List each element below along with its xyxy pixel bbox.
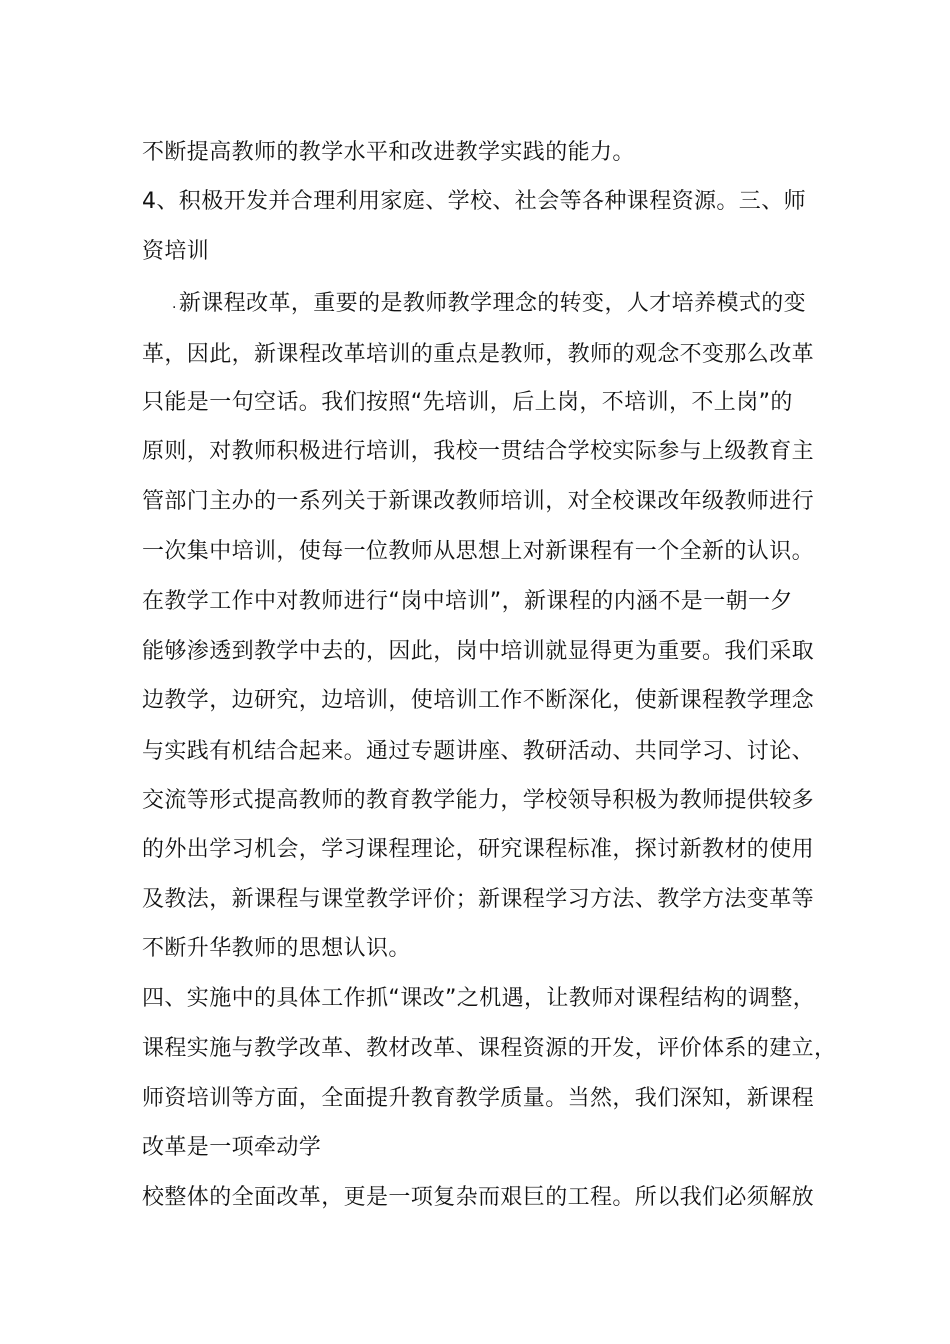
text-line: 4、积极开发并合理利用家庭、学校、社会等各种课程资源。三、师 <box>142 189 806 214</box>
text-line: 与实践有机结合起来。通过专题讲座、教研活动、共同学习、讨论、 <box>142 739 815 764</box>
text-line: 资培训 <box>142 239 210 264</box>
text-line: 校整体的全面改革，更是一项复杂而艰巨的工程。所以我们必须解放 <box>142 1185 815 1210</box>
text-line: 不断升华教师的思想认识。 <box>142 936 411 961</box>
text-line: 改革是一项牵动学 <box>142 1135 322 1160</box>
text-line: 管部门主办的一系列关于新课改教师培训，对全校课改年级教师进行 <box>142 489 815 514</box>
text-line: 新课程改革，重要的是教师教学理念的转变，人才培养模式的变 <box>178 291 807 316</box>
text-line: 不断提高教师的教学水平和改进教学实践的能力。 <box>142 140 635 165</box>
bullet-mark: . <box>172 296 177 312</box>
text-line: 只能是一句空话。我们按照“先培训，后上岗，不培训，不上岗”的 <box>142 390 793 415</box>
paragraph-first-line <box>172 289 806 319</box>
text-line: 原则，对教师积极进行培训，我校一贯结合学校实际参与上级教育主 <box>142 439 815 464</box>
text-line: 及教法，新课程与课堂教学评价；新课程学习方法、教学方法变革等 <box>142 887 815 912</box>
text-line: 一次集中培训，使每一位教师从思想上对新课程有一个全新的认识。 <box>142 539 815 564</box>
text-line: 四、实施中的具体工作抓“课改”之机遇，让教师对课程结构的调整， <box>142 986 816 1011</box>
text-line: 师资培训等方面，全面提升教育教学质量。当然，我们深知，新课程 <box>142 1086 815 1111</box>
text-line: 边教学，边研究，边培训，使培训工作不断深化，使新课程教学理念 <box>142 688 815 713</box>
text-line: 在教学工作中对教师进行“岗中培训”，新课程的内涵不是一朝一夕 <box>142 589 793 614</box>
text-line: 革，因此，新课程改革培训的重点是教师，教师的观念不变那么改革 <box>142 342 815 367</box>
text-line: 课程实施与教学改革、教材改革、课程资源的开发，评价体系的建立， <box>142 1036 837 1061</box>
text-line: 交流等形式提高教师的教育教学能力，学校领导积极为教师提供较多 <box>142 788 815 813</box>
text-line: 的外出学习机会，学习课程理论，研究课程标准，探讨新教材的使用 <box>142 837 815 862</box>
text-line: 能够渗透到教学中去的，因此，岗中培训就显得更为重要。我们采取 <box>142 639 815 664</box>
